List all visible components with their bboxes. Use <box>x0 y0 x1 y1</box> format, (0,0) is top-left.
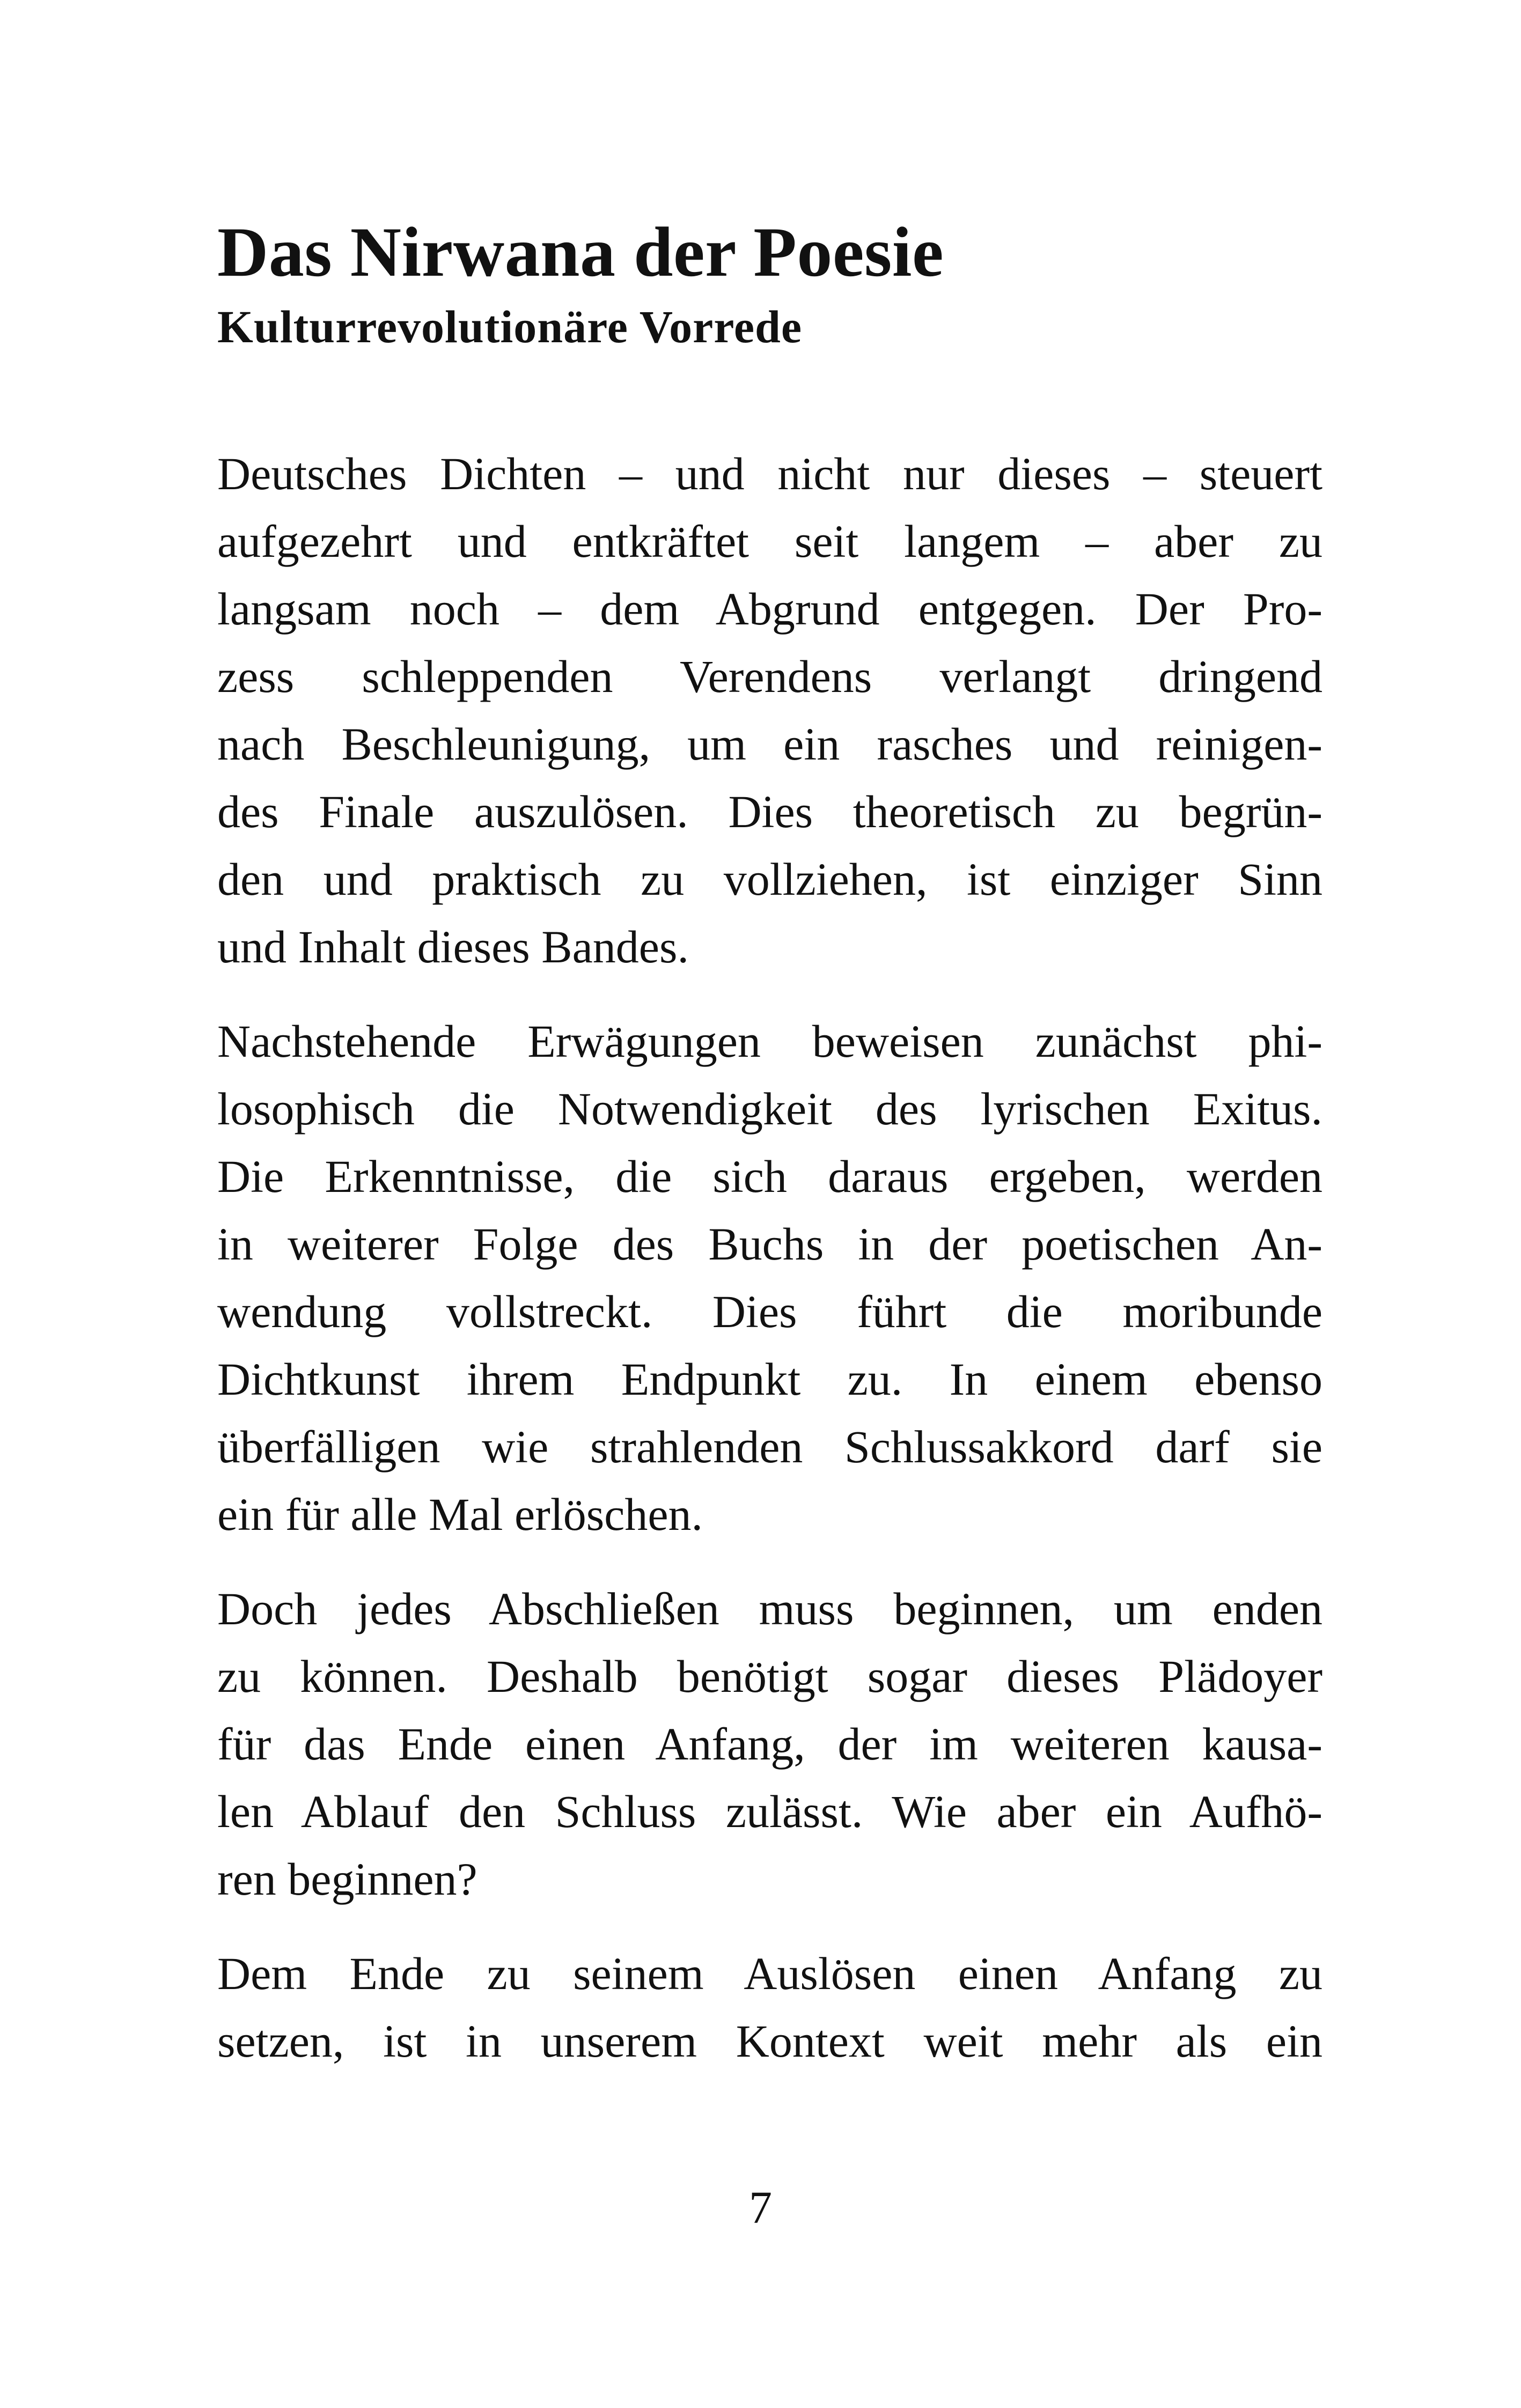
text-line: Die Erkenntnisse, die sich daraus ergeben, werden <box>217 1151 1322 1202</box>
text-line: Nachstehende Erwägungen beweisen zunächst phi- <box>217 1015 1322 1067</box>
text-line: Doch jedes Abschließen muss beginnen, um enden <box>217 1583 1322 1634</box>
text-line: aufgezehrt und entkräftet seit langem – aber zu <box>217 516 1322 567</box>
text-line: in weiterer Folge des Buchs in der poetischen An- <box>217 1218 1322 1270</box>
text-line: überfälligen wie strahlenden Schlussakkord darf sie <box>217 1421 1322 1472</box>
text-line: setzen, ist in unserem Kontext weit mehr als ein <box>217 2015 1322 2067</box>
body-text <box>217 440 1322 2075</box>
text-line: nach Beschleunigung, um ein rasches und reinigen- <box>217 718 1322 770</box>
text-line: langsam noch – dem Abgrund entgegen. Der Pro- <box>217 583 1322 635</box>
text-line: zu können. Deshalb benötigt sogar dieses Plädoyer <box>217 1651 1322 1702</box>
page-number: 7 <box>749 2182 772 2233</box>
paragraph-2 <box>217 1007 1322 1548</box>
text-line: des Finale auszulösen. Dies theoretisch zu begrün- <box>217 786 1322 837</box>
text-line: für das Ende einen Anfang, der im weiteren kausa- <box>217 1718 1322 1770</box>
text-line: ren beginnen? <box>217 1853 477 1905</box>
text-line: wendung vollstreckt. Dies führt die moribunde <box>217 1286 1322 1337</box>
chapter-title: Das Nirwana der Poesie <box>217 212 944 291</box>
text-line: ein für alle Mal erlöschen. <box>217 1489 703 1540</box>
paragraph-1 <box>217 440 1322 981</box>
text-line: Dem Ende zu seinem Auslösen einen Anfang zu <box>217 1948 1322 1999</box>
page-content <box>217 212 1322 2102</box>
text-line: Dichtkunst ihrem Endpunkt zu. In einem ebenso <box>217 1353 1322 1405</box>
text-line: und Inhalt dieses Bandes. <box>217 921 689 973</box>
text-line: losophisch die Notwendigkeit des lyrischen Exitus. <box>217 1083 1322 1135</box>
chapter-subtitle: Kulturrevolutionäre Vorrede <box>217 301 803 352</box>
paragraph-3 <box>217 1575 1322 1913</box>
text-line: zess schleppenden Verendens verlangt dringend <box>217 651 1322 702</box>
paragraph-4 <box>217 1940 1322 2075</box>
text-line: Deutsches Dichten – und nicht nur dieses – steuert <box>217 448 1322 499</box>
text-line: len Ablauf den Schluss zulässt. Wie aber ein Aufhö- <box>217 1786 1322 1837</box>
text-line: den und praktisch zu vollziehen, ist einziger Sinn <box>217 853 1322 905</box>
